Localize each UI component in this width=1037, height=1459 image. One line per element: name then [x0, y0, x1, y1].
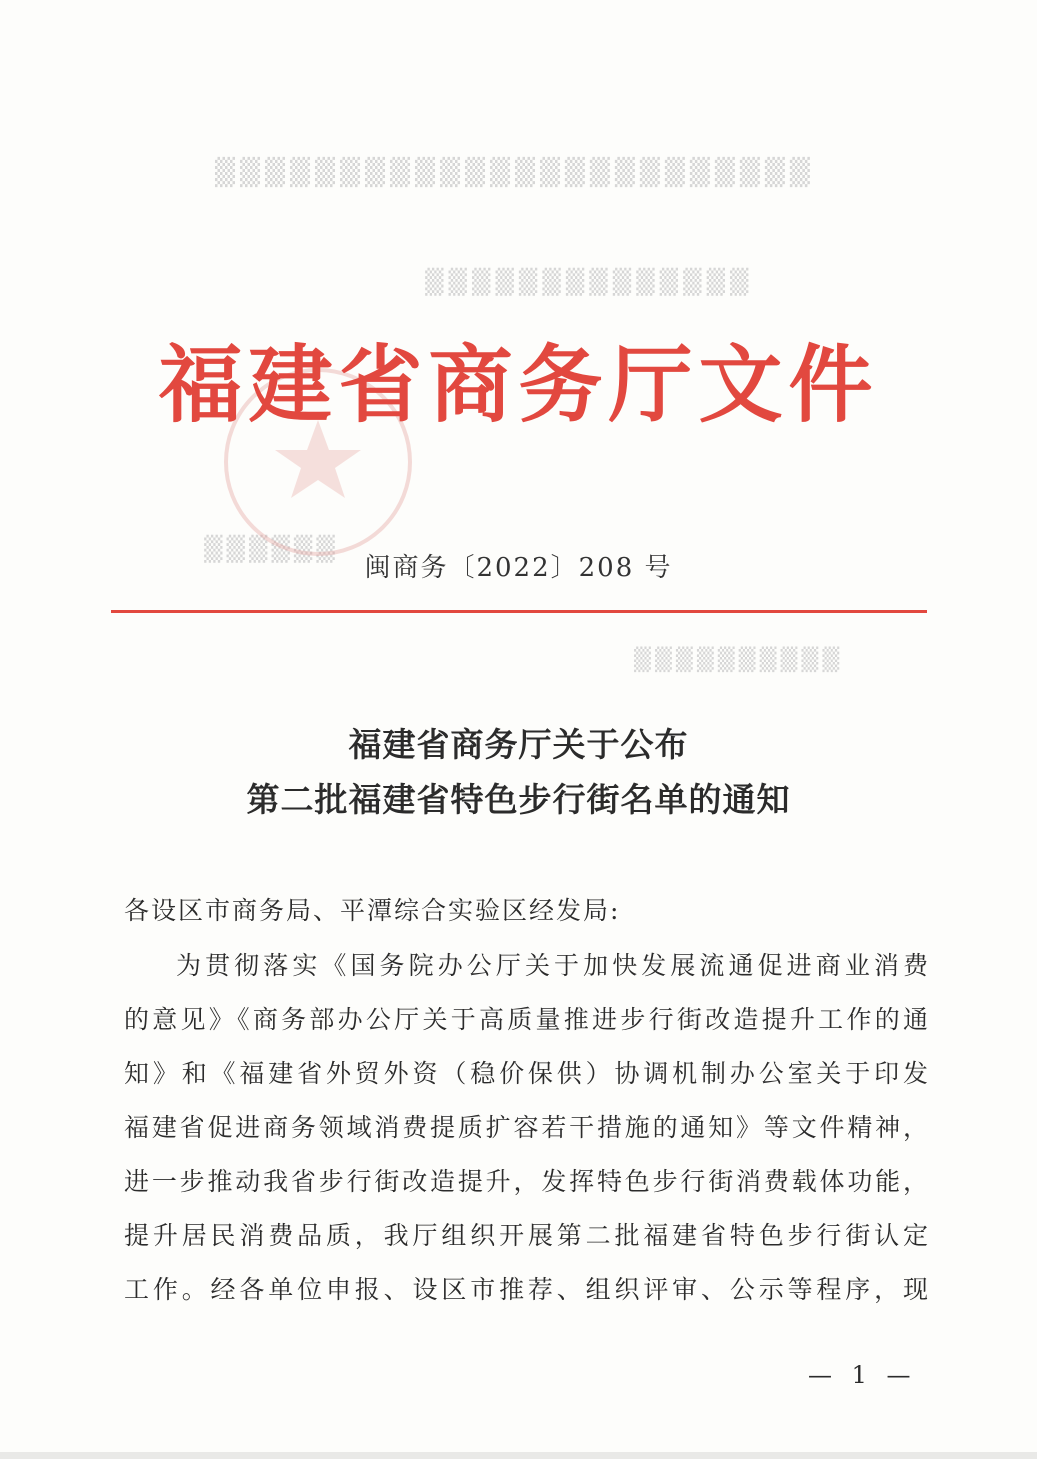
- body-line: 知》和《福建省外贸外资（稳价保供）协调机制办公室关于印发: [124, 1059, 928, 1088]
- body-line: 提升居民消费品质，我厅组织开展第二批福建省特色步行街认定: [124, 1221, 928, 1250]
- body-line: 的意见》《商务部办公厅关于高质量推进步行街改造提升工作的通: [124, 1005, 928, 1034]
- letterhead-divider: [111, 610, 927, 613]
- salutation: 各设区市商务局、平潭综合实验区经发局:: [124, 896, 621, 925]
- bleed-through-text: ▒▒▒▒▒▒▒▒▒▒▒▒▒▒▒▒▒▒▒▒▒▒▒▒: [210, 158, 810, 188]
- bleed-through-text: ▒▒▒▒▒▒: [200, 535, 335, 563]
- body-line: 工作。经各单位申报、设区市推荐、组织评审、公示等程序，现: [124, 1275, 928, 1304]
- bleed-through-text: ▒▒▒▒▒▒▒▒▒▒▒▒▒▒: [420, 268, 749, 296]
- body-line: 进一步推动我省步行街改造提升，发挥特色步行街消费载体功能，: [124, 1167, 928, 1196]
- page-bottom-edge: [0, 1452, 1037, 1459]
- bleed-through-text: ▒▒▒▒▒▒▒▒▒▒: [630, 648, 840, 673]
- page-number: — 1 —: [808, 1361, 917, 1389]
- letterhead-title: 福建省商务厅文件: [158, 335, 879, 434]
- notice-title-line-1: 福建省商务厅关于公布: [348, 725, 689, 764]
- body-line: 为贯彻落实《国务院办公厅关于加快发展流通促进商业消费: [176, 951, 928, 980]
- document-number: 闽商务〔2022〕208 号: [364, 553, 673, 583]
- body-line: 福建省促进商务领域消费提质扩容若干措施的通知》等文件精神，: [124, 1113, 928, 1142]
- notice-title-line-2: 第二批福建省特色步行街名单的通知: [246, 780, 791, 819]
